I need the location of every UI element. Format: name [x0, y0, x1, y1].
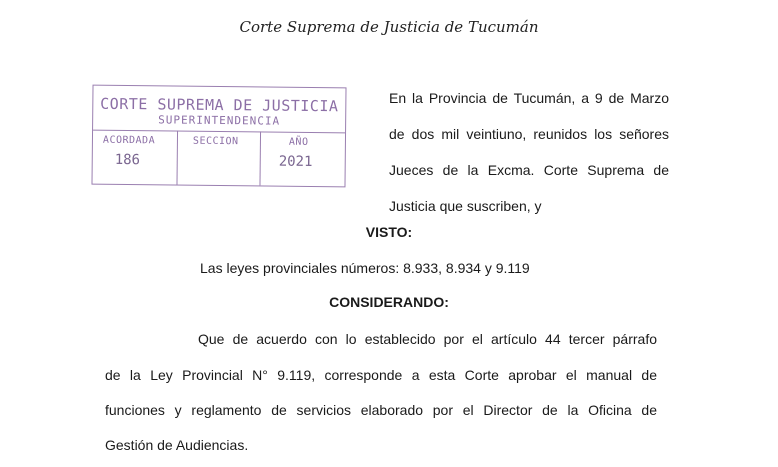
stamp-ano-label: AÑO	[288, 136, 309, 148]
stamp-column-divider	[259, 131, 261, 185]
document-header: Corte Suprema de Justicia de Tucumán	[239, 18, 539, 36]
considerando-heading: CONSIDERANDO:	[329, 294, 449, 310]
stamp-acordada-label: ACORDADA	[102, 134, 156, 147]
stamp-subtitle: SUPERINTENDENCIA	[158, 113, 281, 128]
considerando-line: Que de acuerdo con lo establecido por el artículo 44 tercer párrafo	[198, 331, 657, 347]
visto-text: Las leyes provinciales números: 8.933, 8.934 y 9.119	[200, 260, 530, 276]
stamp-acordada-value: 186	[114, 151, 141, 169]
stamp-column-divider	[176, 131, 178, 185]
considerando-line: Gestión de Audiencias.	[105, 437, 249, 453]
stamp-divider	[93, 130, 345, 134]
visto-heading: VISTO:	[365, 224, 413, 240]
stamp-ano-value: 2021	[278, 153, 313, 170]
considerando-line: de la Ley Provincial N° 9.119, corresponde a esta Corte aprobar el manual de	[105, 367, 657, 383]
superintendencia-stamp	[91, 85, 346, 188]
intro-paragraph: En la Provincia de Tucumán, a 9 de Marzo de dos mil veintiuno, reunidos los señores Jueces de la Excma. Corte Suprema de Justicia que suscriben, y	[389, 90, 669, 214]
stamp-seccion-label: SECCION	[192, 135, 239, 148]
stamp-title: CORTE SUPREMA DE JUSTICIA	[100, 94, 339, 116]
considerando-line: funciones y reglamento de servicios elaborado por el Director de la Oficina de	[105, 402, 657, 418]
